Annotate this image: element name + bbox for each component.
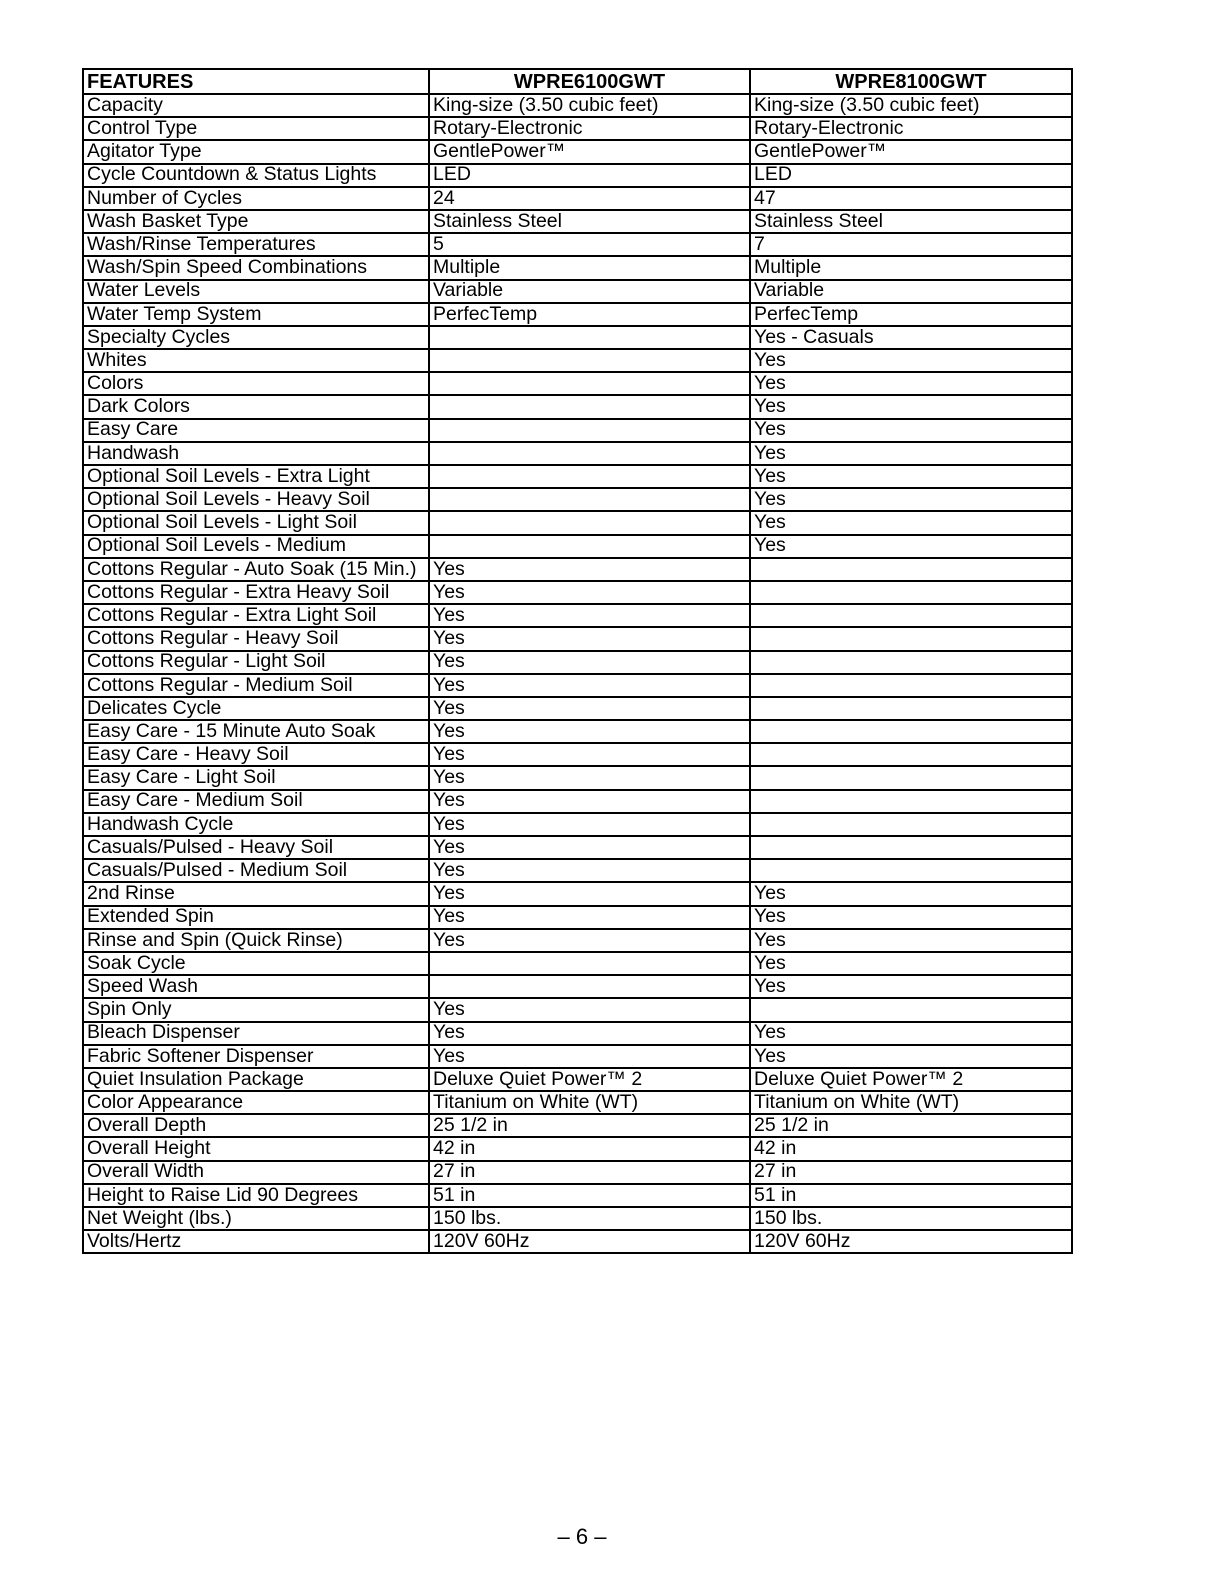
- feature-cell: Volts/Hertz: [83, 1230, 429, 1253]
- wpre6100gwt-cell: Rotary-Electronic: [429, 117, 750, 140]
- feature-cell: Agitator Type: [83, 140, 429, 163]
- wpre8100gwt-cell: [750, 651, 1072, 674]
- feature-cell: Net Weight (lbs.): [83, 1207, 429, 1230]
- feature-cell: Easy Care - Light Soil: [83, 766, 429, 789]
- wpre8100gwt-cell: [750, 859, 1072, 882]
- feature-cell: Cottons Regular - Light Soil: [83, 651, 429, 674]
- wpre8100gwt-cell: 150 lbs.: [750, 1207, 1072, 1230]
- wpre6100gwt-cell: [429, 326, 750, 349]
- table-row: [83, 164, 1072, 187]
- feature-cell: Bleach Dispenser: [83, 1022, 429, 1045]
- feature-cell: Speed Wash: [83, 975, 429, 998]
- wpre8100gwt-cell: Yes: [750, 535, 1072, 558]
- table-row: [83, 303, 1072, 326]
- table-row: [83, 419, 1072, 442]
- feature-cell: Optional Soil Levels - Medium: [83, 535, 429, 558]
- wpre8100gwt-cell: Yes: [750, 372, 1072, 395]
- wpre8100gwt-cell: 7: [750, 233, 1072, 256]
- table-row: [83, 326, 1072, 349]
- table-row: [83, 1022, 1072, 1045]
- wpre6100gwt-cell: Yes: [429, 1022, 750, 1045]
- wpre6100gwt-cell: Yes: [429, 674, 750, 697]
- wpre8100gwt-cell: Yes: [750, 349, 1072, 372]
- wpre8100gwt-cell: [750, 813, 1072, 836]
- table-row: [83, 1091, 1072, 1114]
- wpre8100gwt-cell: Yes - Casuals: [750, 326, 1072, 349]
- table-row: [83, 442, 1072, 465]
- wpre6100gwt-cell: Yes: [429, 859, 750, 882]
- table-row: [83, 581, 1072, 604]
- wpre8100gwt-cell: Yes: [750, 465, 1072, 488]
- feature-cell: Cottons Regular - Auto Soak (15 Min.): [83, 558, 429, 581]
- feature-cell: Cottons Regular - Extra Heavy Soil: [83, 581, 429, 604]
- wpre6100gwt-cell: Yes: [429, 929, 750, 952]
- wpre8100gwt-cell: Yes: [750, 419, 1072, 442]
- wpre8100gwt-cell: Yes: [750, 511, 1072, 534]
- wpre6100gwt-cell: [429, 349, 750, 372]
- wpre6100gwt-cell: 42 in: [429, 1137, 750, 1160]
- wpre6100gwt-cell: Yes: [429, 766, 750, 789]
- table-row: [83, 604, 1072, 627]
- feature-cell: Quiet Insulation Package: [83, 1068, 429, 1091]
- wpre6100gwt-cell: GentlePower™: [429, 140, 750, 163]
- feature-cell: Easy Care: [83, 419, 429, 442]
- feature-cell: Extended Spin: [83, 906, 429, 929]
- table-row: [83, 511, 1072, 534]
- wpre8100gwt-cell: [750, 766, 1072, 789]
- table-row: [83, 674, 1072, 697]
- wpre6100gwt-cell: [429, 419, 750, 442]
- feature-cell: Rinse and Spin (Quick Rinse): [83, 929, 429, 952]
- table-row: [83, 906, 1072, 929]
- table-row: [83, 372, 1072, 395]
- table-row: [83, 952, 1072, 975]
- table-row: [83, 558, 1072, 581]
- wpre8100gwt-cell: Yes: [750, 395, 1072, 418]
- table-row: [83, 256, 1072, 279]
- feature-cell: Handwash: [83, 442, 429, 465]
- table-row: [83, 465, 1072, 488]
- wpre6100gwt-cell: 51 in: [429, 1184, 750, 1207]
- table-row: [83, 1045, 1072, 1068]
- wpre8100gwt-cell: [750, 674, 1072, 697]
- feature-cell: Casuals/Pulsed - Heavy Soil: [83, 836, 429, 859]
- wpre6100gwt-cell: Yes: [429, 882, 750, 905]
- wpre6100gwt-cell: 24: [429, 187, 750, 210]
- wpre6100gwt-cell: King-size (3.50 cubic feet): [429, 94, 750, 117]
- wpre6100gwt-cell: Yes: [429, 998, 750, 1021]
- wpre8100gwt-cell: [750, 581, 1072, 604]
- wpre6100gwt-cell: Stainless Steel: [429, 210, 750, 233]
- table-row: [83, 280, 1072, 303]
- feature-cell: Water Temp System: [83, 303, 429, 326]
- wpre6100gwt-cell: Yes: [429, 790, 750, 813]
- feature-cell: Height to Raise Lid 90 Degrees: [83, 1184, 429, 1207]
- wpre8100gwt-cell: 51 in: [750, 1184, 1072, 1207]
- features-comparison-table: [82, 68, 1073, 1254]
- wpre6100gwt-cell: Titanium on White (WT): [429, 1091, 750, 1114]
- wpre8100gwt-cell: King-size (3.50 cubic feet): [750, 94, 1072, 117]
- wpre8100gwt-cell: [750, 998, 1072, 1021]
- wpre8100gwt-cell: Yes: [750, 952, 1072, 975]
- feature-cell: Optional Soil Levels - Extra Light: [83, 465, 429, 488]
- table-row: [83, 1184, 1072, 1207]
- table-row: [83, 1230, 1072, 1253]
- table-row: [83, 627, 1072, 650]
- feature-cell: Spin Only: [83, 998, 429, 1021]
- table-row: [83, 975, 1072, 998]
- wpre6100gwt-cell: [429, 511, 750, 534]
- wpre8100gwt-cell: [750, 627, 1072, 650]
- wpre8100gwt-cell: [750, 697, 1072, 720]
- feature-cell: Colors: [83, 372, 429, 395]
- table-row: [83, 1207, 1072, 1230]
- wpre6100gwt-cell: Yes: [429, 720, 750, 743]
- wpre8100gwt-cell: Deluxe Quiet Power™ 2: [750, 1068, 1072, 1091]
- wpre8100gwt-cell: Yes: [750, 906, 1072, 929]
- feature-cell: Optional Soil Levels - Light Soil: [83, 511, 429, 534]
- wpre6100gwt-cell: [429, 372, 750, 395]
- wpre8100gwt-cell: Yes: [750, 488, 1072, 511]
- feature-cell: Cottons Regular - Extra Light Soil: [83, 604, 429, 627]
- wpre8100gwt-cell: LED: [750, 164, 1072, 187]
- table-row: [83, 813, 1072, 836]
- feature-cell: Overall Width: [83, 1161, 429, 1184]
- wpre8100gwt-cell: 27 in: [750, 1161, 1072, 1184]
- wpre6100gwt-cell: PerfecTemp: [429, 303, 750, 326]
- wpre6100gwt-cell: [429, 488, 750, 511]
- wpre6100gwt-cell: Yes: [429, 604, 750, 627]
- table-row: [83, 117, 1072, 140]
- wpre6100gwt-cell: Yes: [429, 813, 750, 836]
- table-row: [83, 187, 1072, 210]
- table-row: [83, 395, 1072, 418]
- wpre6100gwt-cell: [429, 442, 750, 465]
- wpre6100gwt-cell: Yes: [429, 743, 750, 766]
- feature-cell: Dark Colors: [83, 395, 429, 418]
- wpre8100gwt-cell: 47: [750, 187, 1072, 210]
- wpre8100gwt-cell: Yes: [750, 882, 1072, 905]
- wpre6100gwt-cell: Multiple: [429, 256, 750, 279]
- wpre8100gwt-cell: Multiple: [750, 256, 1072, 279]
- wpre6100gwt-cell: [429, 952, 750, 975]
- wpre6100gwt-cell: [429, 535, 750, 558]
- wpre6100gwt-cell: Yes: [429, 906, 750, 929]
- feature-cell: Cycle Countdown & Status Lights: [83, 164, 429, 187]
- feature-cell: Cottons Regular - Medium Soil: [83, 674, 429, 697]
- feature-cell: Optional Soil Levels - Heavy Soil: [83, 488, 429, 511]
- feature-cell: Delicates Cycle: [83, 697, 429, 720]
- wpre8100gwt-cell: 42 in: [750, 1137, 1072, 1160]
- wpre8100gwt-cell: 120V 60Hz: [750, 1230, 1072, 1253]
- table-row: [83, 697, 1072, 720]
- wpre8100gwt-cell: Yes: [750, 442, 1072, 465]
- feature-cell: Soak Cycle: [83, 952, 429, 975]
- feature-cell: Number of Cycles: [83, 187, 429, 210]
- header-row: [83, 69, 1072, 94]
- wpre8100gwt-cell: Stainless Steel: [750, 210, 1072, 233]
- wpre6100gwt-cell: [429, 465, 750, 488]
- table-row: [83, 1161, 1072, 1184]
- wpre6100gwt-cell: [429, 395, 750, 418]
- wpre8100gwt-cell: Variable: [750, 280, 1072, 303]
- table-row: [83, 836, 1072, 859]
- table-row: [83, 1068, 1072, 1091]
- table-row: [83, 998, 1072, 1021]
- wpre6100gwt-cell: 5: [429, 233, 750, 256]
- wpre6100gwt-cell: 25 1/2 in: [429, 1114, 750, 1137]
- feature-cell: Specialty Cycles: [83, 326, 429, 349]
- feature-cell: Overall Height: [83, 1137, 429, 1160]
- feature-cell: 2nd Rinse: [83, 882, 429, 905]
- table-row: [83, 1114, 1072, 1137]
- table-body: [83, 94, 1072, 1253]
- wpre6100gwt-cell: Yes: [429, 581, 750, 604]
- wpre6100gwt-cell: Yes: [429, 558, 750, 581]
- wpre6100gwt-cell: Yes: [429, 1045, 750, 1068]
- feature-cell: Easy Care - Heavy Soil: [83, 743, 429, 766]
- wpre6100gwt-cell: Yes: [429, 836, 750, 859]
- feature-cell: Wash/Spin Speed Combinations: [83, 256, 429, 279]
- wpre6100gwt-cell: 120V 60Hz: [429, 1230, 750, 1253]
- page-number: – 6 –: [557, 1524, 607, 1549]
- table-row: [83, 790, 1072, 813]
- wpre6100gwt-cell: Deluxe Quiet Power™ 2: [429, 1068, 750, 1091]
- feature-cell: Easy Care - Medium Soil: [83, 790, 429, 813]
- table-row: [83, 929, 1072, 952]
- wpre6100gwt-cell: 150 lbs.: [429, 1207, 750, 1230]
- wpre6100gwt-cell: 27 in: [429, 1161, 750, 1184]
- header-model-wpre8100gwt: WPRE8100GWT: [750, 69, 1072, 94]
- table-row: [83, 349, 1072, 372]
- wpre6100gwt-cell: Yes: [429, 697, 750, 720]
- wpre6100gwt-cell: [429, 975, 750, 998]
- wpre8100gwt-cell: Yes: [750, 1022, 1072, 1045]
- feature-cell: Water Levels: [83, 280, 429, 303]
- wpre8100gwt-cell: [750, 558, 1072, 581]
- table-header: [83, 69, 1072, 94]
- wpre8100gwt-cell: [750, 720, 1072, 743]
- wpre8100gwt-cell: Yes: [750, 975, 1072, 998]
- wpre8100gwt-cell: Titanium on White (WT): [750, 1091, 1072, 1114]
- table-row: [83, 743, 1072, 766]
- wpre8100gwt-cell: PerfecTemp: [750, 303, 1072, 326]
- table-row: [83, 882, 1072, 905]
- table-row: [83, 766, 1072, 789]
- wpre8100gwt-cell: GentlePower™: [750, 140, 1072, 163]
- table-row: [83, 535, 1072, 558]
- table-row: [83, 488, 1072, 511]
- wpre6100gwt-cell: Yes: [429, 651, 750, 674]
- feature-cell: Easy Care - 15 Minute Auto Soak: [83, 720, 429, 743]
- wpre8100gwt-cell: [750, 790, 1072, 813]
- wpre8100gwt-cell: Yes: [750, 929, 1072, 952]
- wpre6100gwt-cell: LED: [429, 164, 750, 187]
- wpre8100gwt-cell: [750, 836, 1072, 859]
- feature-cell: Overall Depth: [83, 1114, 429, 1137]
- table-row: [83, 1137, 1072, 1160]
- feature-cell: Fabric Softener Dispenser: [83, 1045, 429, 1068]
- table-row: [83, 651, 1072, 674]
- wpre8100gwt-cell: [750, 743, 1072, 766]
- wpre8100gwt-cell: 25 1/2 in: [750, 1114, 1072, 1137]
- header-features: FEATURES: [83, 69, 429, 94]
- feature-cell: Handwash Cycle: [83, 813, 429, 836]
- feature-cell: Wash/Rinse Temperatures: [83, 233, 429, 256]
- wpre8100gwt-cell: [750, 604, 1072, 627]
- header-model-wpre6100gwt: WPRE6100GWT: [429, 69, 750, 94]
- feature-cell: Whites: [83, 349, 429, 372]
- wpre6100gwt-cell: Yes: [429, 627, 750, 650]
- table-row: [83, 233, 1072, 256]
- feature-cell: Casuals/Pulsed - Medium Soil: [83, 859, 429, 882]
- feature-cell: Control Type: [83, 117, 429, 140]
- feature-cell: Capacity: [83, 94, 429, 117]
- table-row: [83, 720, 1072, 743]
- table-row: [83, 859, 1072, 882]
- wpre6100gwt-cell: Variable: [429, 280, 750, 303]
- table-row: [83, 94, 1072, 117]
- feature-cell: Color Appearance: [83, 1091, 429, 1114]
- table-row: [83, 210, 1072, 233]
- feature-cell: Cottons Regular - Heavy Soil: [83, 627, 429, 650]
- table-row: [83, 140, 1072, 163]
- feature-cell: Wash Basket Type: [83, 210, 429, 233]
- wpre8100gwt-cell: Yes: [750, 1045, 1072, 1068]
- wpre8100gwt-cell: Rotary-Electronic: [750, 117, 1072, 140]
